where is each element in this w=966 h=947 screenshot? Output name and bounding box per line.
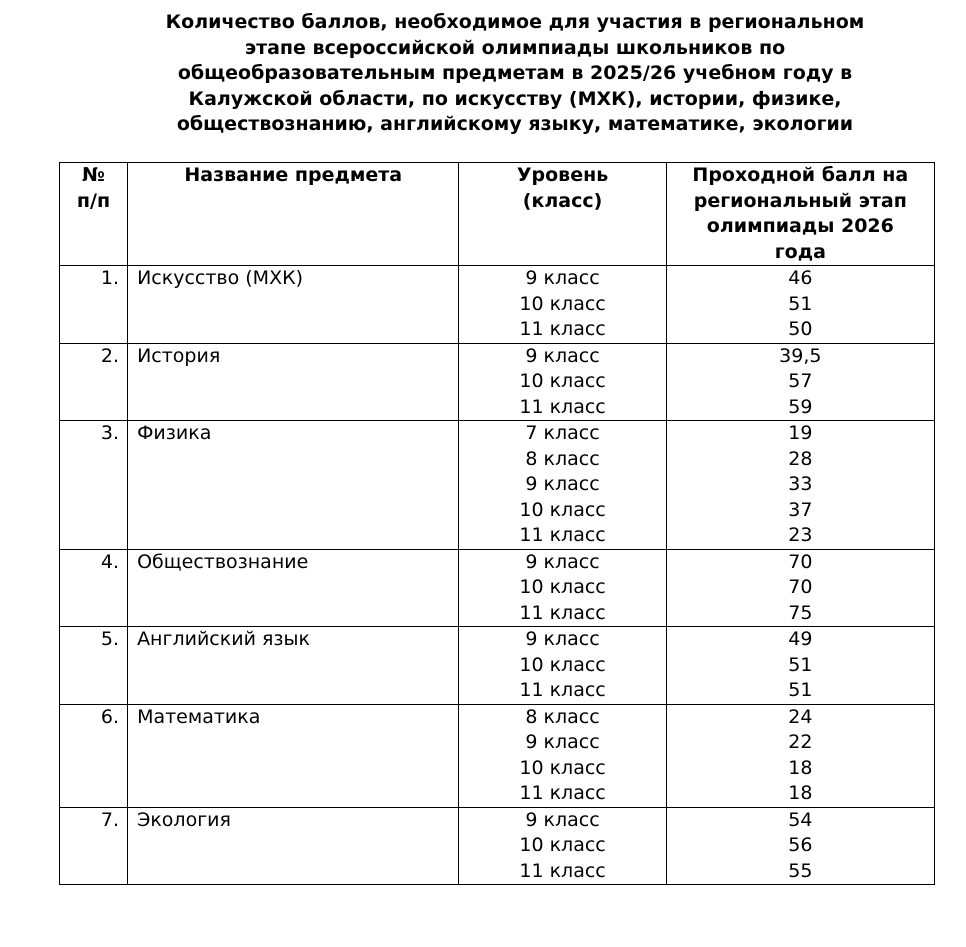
level-value: 11 класс (519, 859, 606, 882)
score-value: 57 (788, 370, 813, 392)
table-header-row (60, 163, 935, 266)
score-value: 55 (788, 859, 813, 882)
score-value: 50 (788, 318, 813, 340)
score-value: 33 (788, 473, 813, 495)
table-row (60, 627, 935, 705)
score-value: 23 (788, 524, 813, 546)
scores-table (59, 162, 935, 885)
level-cell (459, 421, 666, 550)
table-row (60, 421, 935, 550)
score-value: 70 (788, 550, 813, 573)
header-score-line: Проходной балл на (692, 164, 909, 186)
level-value: 11 класс (519, 601, 606, 624)
row-number: 7. (60, 807, 128, 885)
level-value: 11 класс (519, 679, 606, 701)
header-num-line: № (82, 164, 105, 186)
title-line: обществознанию, английскому языку, математике, экологии (176, 113, 854, 135)
table-row (60, 704, 935, 807)
header-num (60, 163, 128, 266)
level-cell (459, 807, 666, 885)
row-number: 2. (60, 343, 128, 421)
score-value: 18 (788, 756, 813, 779)
table-row (60, 266, 935, 344)
score-cell (666, 627, 934, 705)
row-number: 1. (60, 266, 128, 344)
header-name (128, 163, 459, 266)
level-value: 9 класс (525, 628, 600, 650)
level-value: 9 класс (525, 731, 600, 753)
score-value: 24 (788, 705, 813, 728)
header-score-line: олимпиады 2026 (706, 215, 894, 237)
score-value: 56 (788, 834, 813, 856)
table-row (60, 343, 935, 421)
score-value: 18 (788, 782, 813, 804)
level-value: 10 класс (519, 653, 606, 676)
title-line: Калужской области, по искусству (МХК), истории, физике, (188, 87, 842, 110)
header-score-line: года (774, 240, 826, 263)
score-value: 39,5 (779, 344, 822, 367)
level-cell (459, 266, 666, 344)
score-cell (666, 343, 934, 421)
level-value: 9 класс (525, 267, 600, 289)
table-row (60, 549, 935, 627)
subject-name: История (128, 343, 459, 421)
level-value: 10 класс (519, 834, 606, 856)
level-value: 10 класс (519, 576, 606, 598)
header-name-line: Название предмета (184, 164, 403, 186)
table-body (60, 266, 935, 885)
level-value: 10 класс (519, 370, 606, 392)
score-value: 22 (788, 731, 813, 753)
level-value: 9 класс (525, 344, 600, 367)
header-score-line: региональный этап (693, 189, 907, 212)
score-value: 37 (788, 498, 813, 521)
subject-name: Математика (128, 704, 459, 807)
row-number: 4. (60, 549, 128, 627)
score-value: 51 (788, 653, 813, 676)
score-cell (666, 704, 934, 807)
title-line: Количество баллов, необходимое для участия в региональном (165, 11, 865, 33)
subject-name: Физика (128, 421, 459, 550)
subject-name: Экология (128, 807, 459, 885)
level-value: 11 класс (519, 782, 606, 804)
level-value: 8 класс (525, 447, 600, 470)
header-num-line: п/п (76, 189, 111, 212)
row-number: 5. (60, 627, 128, 705)
table-row (60, 807, 935, 885)
row-number: 6. (60, 704, 128, 807)
score-value: 54 (788, 808, 813, 831)
header-score (666, 163, 934, 266)
score-value: 49 (788, 628, 813, 650)
subject-name: Английский язык (128, 627, 459, 705)
level-value: 11 класс (519, 318, 606, 340)
level-cell (459, 627, 666, 705)
subject-name: Обществознание (128, 549, 459, 627)
header-level (459, 163, 666, 266)
score-cell (666, 421, 934, 550)
level-value: 8 класс (525, 705, 600, 728)
subject-name: Искусство (МХК) (128, 266, 459, 344)
title-line: общеобразовательным предметам в 2025/26 учебном году в (177, 62, 853, 84)
score-value: 70 (788, 576, 813, 598)
level-value: 10 класс (519, 292, 606, 315)
level-cell (459, 704, 666, 807)
level-value: 11 класс (519, 395, 606, 418)
level-cell (459, 549, 666, 627)
level-value: 9 класс (525, 550, 600, 573)
level-value: 7 класс (525, 422, 600, 444)
score-value: 75 (788, 601, 813, 624)
score-value: 28 (788, 447, 813, 470)
score-cell (666, 807, 934, 885)
title-line: этапе всероссийской олимпиады школьников по (244, 36, 786, 59)
level-cell (459, 343, 666, 421)
score-cell (666, 549, 934, 627)
level-value: 10 класс (519, 756, 606, 779)
header-level-line: (класс) (522, 189, 603, 212)
row-number: 3. (60, 421, 128, 550)
score-value: 46 (788, 267, 813, 289)
level-value: 10 класс (519, 498, 606, 521)
score-cell (666, 266, 934, 344)
document-title (100, 10, 930, 138)
level-value: 9 класс (525, 808, 600, 831)
score-value: 19 (788, 422, 813, 444)
level-value: 9 класс (525, 473, 600, 495)
score-value: 59 (788, 395, 813, 418)
level-value: 11 класс (519, 524, 606, 546)
score-value: 51 (788, 679, 813, 701)
score-value: 51 (788, 292, 813, 315)
header-level-line: Уровень (516, 164, 609, 186)
